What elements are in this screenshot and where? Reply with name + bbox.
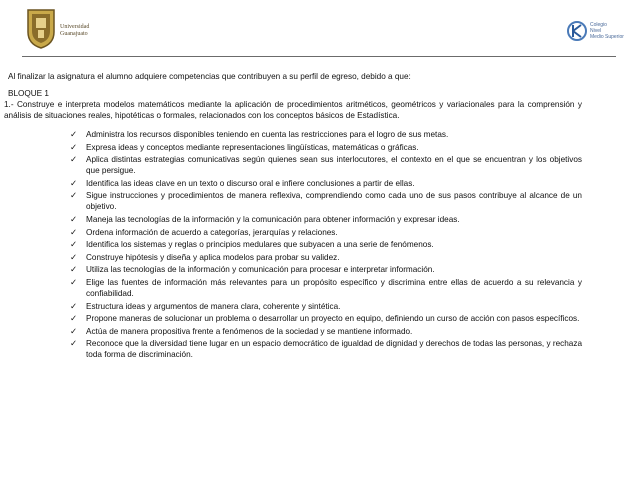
page-header [0, 0, 638, 56]
competencias-list [4, 129, 582, 360]
header-divider [22, 56, 616, 57]
checkmark-icon: ✓ [70, 239, 78, 250]
list-item: ✓ Estructura ideas y argumentos de manera clara, coherente y sintética. [70, 300, 341, 311]
checkmark-icon: ✓ [70, 338, 78, 349]
list-item: ✓ Expresa ideas y conceptos mediante representaciones lingüísticas, matemáticas o gráficas. [70, 141, 419, 152]
list-item: ✓ Construye hipótesis y diseña y aplica modelos para probar su validez. [70, 251, 340, 262]
checkmark-icon: ✓ [70, 276, 78, 287]
checkmark-icon: ✓ [70, 154, 78, 165]
block-title: BLOQUE 1 [8, 89, 49, 98]
university-crest-icon [24, 6, 58, 50]
list-item: ✓ Actúa de manera propositiva frente a fenómenos de la sociedad y se mantiene informado. [70, 325, 413, 336]
list-item: ✓ Ordena información de acuerdo a categorías, jerarquías y relaciones. [70, 226, 338, 237]
checkmark-icon: ✓ [70, 129, 78, 139]
checkmark-icon: ✓ [70, 300, 78, 311]
checkmark-icon: ✓ [70, 251, 78, 262]
list-item: ✓ Maneja las tecnologías de la información y la comunicación para obtener información y expresar ideas. [70, 213, 460, 224]
list-item: ✓ Aplica distintas estrategias comunicativas según quienes sean sus interlocutores, el contexto en el que se encuentran y los objetivos que persigue. [70, 154, 582, 176]
college-logo-text: Colegio Nivel Medio Superior [590, 22, 624, 40]
document-body [4, 71, 582, 362]
checkmark-icon: ✓ [70, 264, 78, 275]
block-description: 1.- Construye e interpreta modelos matemáticos mediante la aplicación de procedimientos aritméticos, geométricos y variacionales para la comprensión y análisis de situaciones reales, hipotéticas o formales, relacionados con los conceptos básicos de Estadística. [4, 100, 582, 120]
university-logo-text: Universidad Guanajuato [60, 24, 90, 37]
list-item: ✓ Reconoce que la diversidad tiene lugar en un espacio democrático de igualdad de dignidad y derechos de todas las personas, y rechaza toda forma de discriminación. [70, 338, 582, 360]
checkmark-icon: ✓ [70, 190, 78, 201]
list-item: ✓ Propone maneras de solucionar un problema o desarrollar un proyecto en equipo, definiendo un curso de acción con pasos específicos. [70, 313, 580, 324]
checkmark-icon: ✓ [70, 325, 78, 336]
list-item: ✓ Identifica los sistemas y reglas o principios medulares que subyacen a una serie de fenómenos. [70, 239, 434, 250]
list-item: ✓ Administra los recursos disponibles teniendo en cuenta las restricciones para el logro de sus metas. [70, 129, 449, 139]
checkmark-icon: ✓ [70, 213, 78, 224]
checkmark-icon: ✓ [70, 226, 78, 237]
college-logo-icon [566, 20, 588, 42]
intro-paragraph: Al finalizar la asignatura el alumno adquiere competencias que contribuyen a su perfil de egreso, debido a que: [8, 72, 411, 81]
list-item: ✓ Elige las fuentes de información más relevantes para un propósito específico y discrimina entre ellas de acuerdo a su relevancia y confiabilidad. [70, 276, 582, 298]
checkmark-icon: ✓ [70, 141, 78, 152]
checkmark-icon: ✓ [70, 313, 78, 324]
list-item: ✓ Sigue instrucciones y procedimientos de manera reflexiva, comprendiendo como cada uno de sus pasos contribuye al alcance de un objetivo. [70, 190, 582, 212]
checkmark-icon: ✓ [70, 177, 78, 188]
list-item: ✓ Identifica las ideas clave en un texto o discurso oral e infiere conclusiones a partir de ellas. [70, 177, 415, 188]
list-item: ✓ Utiliza las tecnologías de la información y comunicación para procesar e interpretar información. [70, 264, 435, 275]
